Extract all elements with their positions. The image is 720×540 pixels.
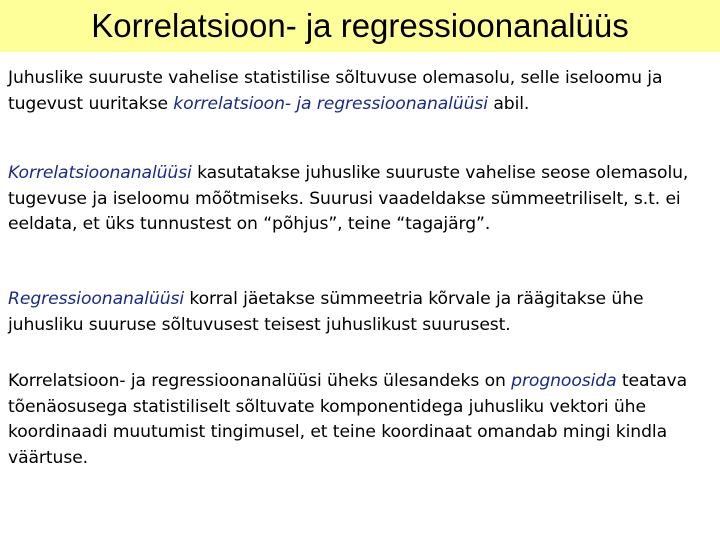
- paragraph-text: korral jäetakse sümmeetria kõrvale ja räägitakse ühe juhusliku suuruse sõltuvusest teisest juhuslikust suurusest.: [8, 289, 644, 335]
- paragraph-regression: [8, 287, 714, 338]
- paragraph-correlation: [8, 161, 714, 238]
- paragraph-text: Korrelatsioon- ja regressioonanalüüsi üheks ülesandeks on: [8, 371, 512, 391]
- paragraph-prognosis: [8, 369, 714, 471]
- term-regression-analysis: Regressioonanalüüsi: [8, 289, 185, 309]
- term-correlation-analysis: Korrelatsioonanalüüsi: [8, 163, 192, 183]
- paragraph-intro: [8, 66, 714, 117]
- term-prognosis: prognoosida: [511, 371, 617, 391]
- paragraph-text: kasutatakse juhuslike suuruste vahelise seose olemasolu, tugevuse ja iseloomu mõõtmiseks. Suurusi vaadeldakse sümmeetriliselt, s.t. ei eeldata, et üks tunnustest on “põhjus”, teine “tagajärg”.: [8, 163, 689, 234]
- slide-title: Korrelatsioon- ja regressioonanalüüs: [91, 7, 629, 44]
- paragraph-text: abil.: [487, 93, 530, 114]
- paragraph-text: Juhuslike suuruste vahelise statistilise sõltuvuse olemasolu, selle iseloomu ja tugevust uuritakse: [8, 68, 663, 114]
- paragraph-text: teatava tõenäosusega statistiliselt sõltuvate komponentidega juhusliku vektori ühe koordinaadi muutumist tingimusel, et teine koordinaat omandab mingi kindla väärtuse.: [8, 371, 688, 468]
- title-bar: [0, 0, 720, 52]
- term-correlation-regression: korrelatsioon- ja regressioonanalüüsi: [173, 93, 488, 114]
